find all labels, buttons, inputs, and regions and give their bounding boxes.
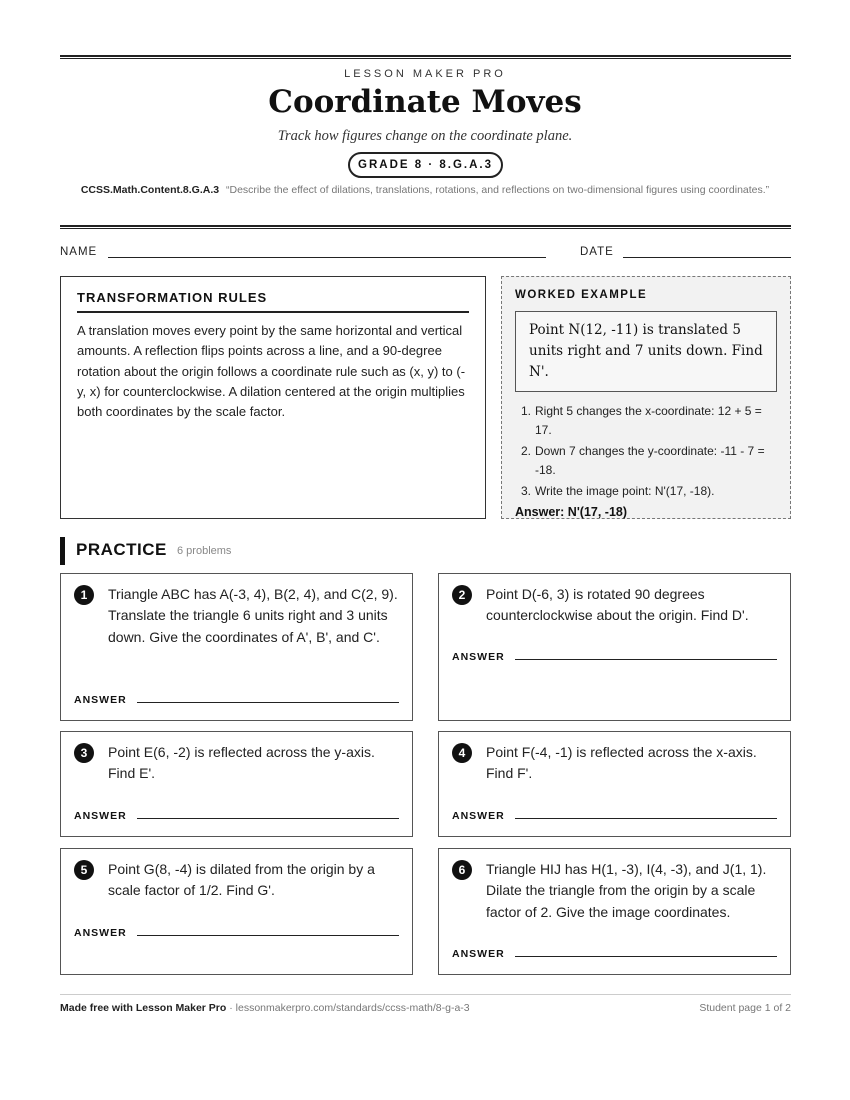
answer-row [74,810,399,822]
practice-count: 6 problems [177,545,232,557]
standard-text: “Describe the effect of dilations, translations, rotations, and reflections on two-dimensional figures using coordinates.” [226,184,770,196]
name-label: NAME [60,246,98,258]
answer-field[interactable] [137,935,399,936]
problem-text: Triangle HIJ has H(1, -3), I(4, -3), and J(1, 1). Dilate the triangle from the origin by a scale factor of 2. Give the image coordinates. [486,861,767,920]
answer-row [452,948,777,960]
standard-description [80,182,770,198]
footer-credit [60,1002,470,1014]
example-step [515,482,777,501]
problem-text: Point E(6, -2) is reflected across the y-axis. Find E'. [108,744,375,782]
step-number: 2. [520,444,531,458]
problem-card-3 [60,731,413,837]
standard-code: CCSS.Math.Content.8.G.A.3 [80,184,220,196]
problem-number-badge: 3 [74,743,94,763]
example-step [515,442,777,480]
header-top-rule [60,55,791,59]
footer-divider [60,994,791,995]
problem-text: Triangle ABC has A(-3, 4), B(2, 4), and C(2, 9). Translate the triangle 6 units right and 3 units down. Give the coordinates of A', B', and C'. [108,586,398,645]
problem-card-1 [60,573,413,721]
answer-row [452,810,777,822]
grade-badge: GRADE 8 · 8.G.A.3 [348,152,503,178]
answer-label: ANSWER [452,810,505,822]
footer-made-with: Made free with Lesson Maker Pro [60,1002,227,1014]
rules-heading: TRANSFORMATION RULES [77,290,469,313]
answer-field[interactable] [515,818,777,819]
problem-number-badge: 1 [74,585,94,605]
problem-number-badge: 6 [452,860,472,880]
answer-label: ANSWER [74,927,127,939]
problem-card-5 [60,848,413,975]
header-bottom-rule [60,225,791,229]
problem-text: Point F(-4, -1) is reflected across the x-axis. Find F'. [486,744,757,782]
problem-number-badge: 4 [452,743,472,763]
problem-card-2 [438,573,791,721]
problem-card-6 [438,848,791,975]
date-label: DATE [580,246,614,258]
step-number: 3. [520,484,531,498]
brand-name: LESSON MAKER PRO [344,68,506,80]
answer-field[interactable] [137,702,399,703]
step-text: Write the image point: N'(17, -18). [535,484,715,498]
answer-field[interactable] [137,818,399,819]
practice-title: PRACTICE [76,540,167,559]
example-step [515,402,777,440]
answer-row [452,651,777,663]
practice-accent-bar [60,537,65,565]
example-answer: Answer: N'(17, -18) [515,505,628,519]
step-number: 1. [520,404,531,418]
worked-example-box [501,276,791,519]
answer-label: ANSWER [452,651,505,663]
name-field[interactable] [108,257,546,258]
footer-url: · lessonmakerpro.com/standards/ccss-math/8-g-a-3 [226,1002,470,1014]
step-text: Right 5 changes the x-coordinate: 12 + 5 = 17. [535,404,762,437]
step-text: Down 7 changes the y-coordinate: -11 - 7 = -18. [535,444,765,477]
problem-number-badge: 5 [74,860,94,880]
answer-field[interactable] [515,956,777,957]
problem-number-badge: 2 [452,585,472,605]
problem-text: Point G(8, -4) is dilated from the origin by a scale factor of 1/2. Find G'. [108,861,375,899]
answer-field[interactable] [515,659,777,660]
problem-card-4 [438,731,791,837]
answer-label: ANSWER [74,810,127,822]
page-title: Coordinate Moves [268,84,582,120]
example-steps [515,402,777,501]
answer-row [74,927,399,939]
answer-row [74,694,399,706]
example-heading: WORKED EXAMPLE [515,289,648,301]
date-field[interactable] [623,257,791,258]
answer-label: ANSWER [452,948,505,960]
rules-text: A translation moves every point by the same horizontal and vertical amounts. A reflection flips points across a line, and a 90-degree rotation about the origin follows a coordinate rule such as (x, y) to (-y, x) for counterclockwise. A dilation centered at the origin multiplies both coordinates by the scale factor. [77,323,466,420]
transformation-rules-box [60,276,486,519]
example-prompt: Point N(12, -11) is translated 5 units right and 7 units down. Find N'. [515,311,777,392]
problem-text: Point D(-6, 3) is rotated 90 degrees counterclockwise about the origin. Find D'. [486,586,749,624]
page-subtitle: Track how figures change on the coordinate plane. [277,128,573,144]
answer-label: ANSWER [74,694,127,706]
page-indicator: Student page 1 of 2 [699,1002,791,1014]
